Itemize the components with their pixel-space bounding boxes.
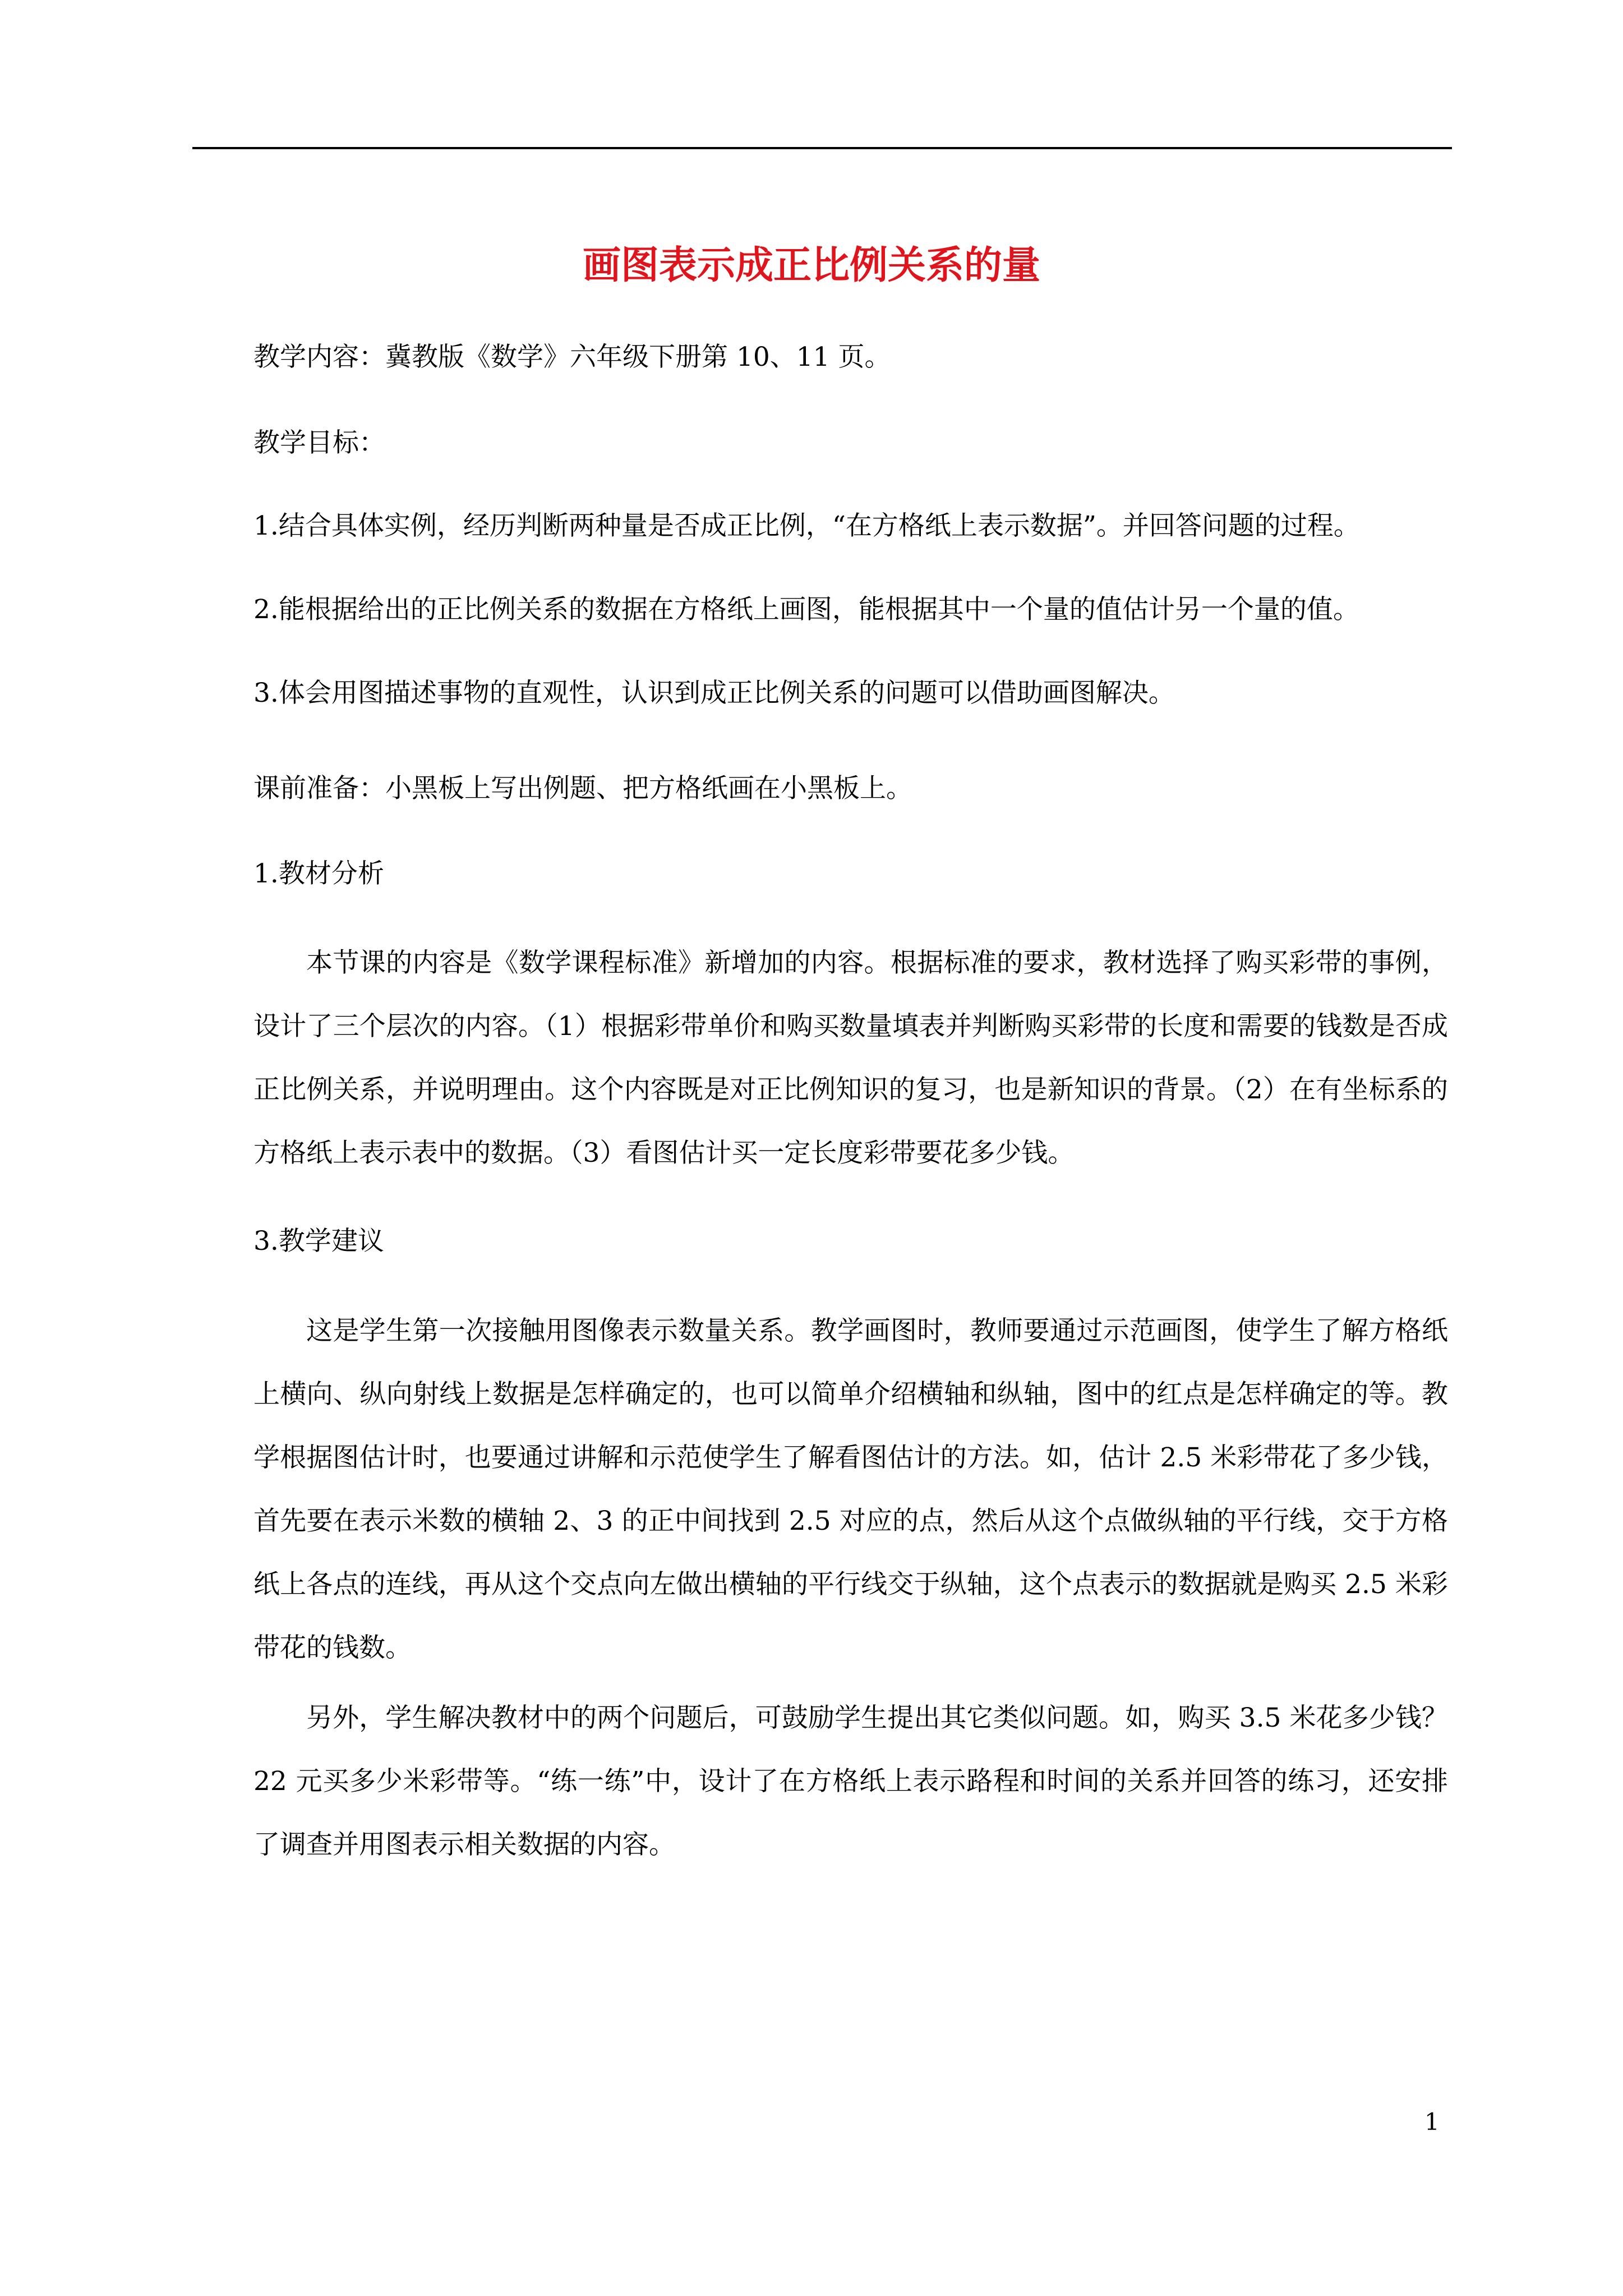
header-rule	[192, 147, 1452, 149]
page-title: 画图表示成正比例关系的量	[582, 243, 1040, 288]
section-heading-analysis: 1.教材分析	[253, 858, 384, 889]
page-number: 1	[1424, 2108, 1440, 2136]
suggestions-paragraph-2: 另外，学生解决教材中的两个问题后，可鼓励学生提出其它类似问题。如，购买 3.5 米花多少钱？22 元买多少米彩带等。“练一练”中，设计了在方格纸上表示路程和时间的关系并回答的练习，还安排了调查并用图表示相关数据的内容。	[253, 1703, 1448, 1860]
suggestions-paragraph-1: 这是学生第一次接触用图像表示数量关系。教学画图时，教师要通过示范画图，使学生了解方格纸上横向、纵向射线上数据是怎样确定的，也可以简单介绍横轴和纵轴，图中的红点是怎样确定的等。教学根据图估计时，也要通过讲解和示范使学生了解看图估计的方法。如，估计 2.5 米彩带花了多少钱，首先要在表示米数的横轴 2、3 的正中间找到 2.5 对应的点，然后从这个点做纵轴的平行线，交于方格纸上各点的连线，再从这个交点向左做出横轴的平行线交于纵轴，这个点表示的数据就是购买 2.5 米彩带花的钱数。	[253, 1315, 1448, 1663]
goals-heading: 教学目标：	[253, 427, 385, 458]
goal-item-1: 1.结合具体实例，经历判断两种量是否成正比例，“在方格纸上表示数据”。并回答问题的过程。	[253, 510, 1360, 541]
preparation-line: 课前准备：小黑板上写出例题、把方格纸画在小黑板上。	[253, 773, 912, 804]
analysis-paragraph: 本节课的内容是《数学课程标准》新增加的内容。根据标准的要求，教材选择了购买彩带的事例，设计了三个层次的内容。（1）根据彩带单价和购买数量填表并判断购买彩带的长度和需要的钱数是否成正比例关系，并说明理由。这个内容既是对正比例知识的复习，也是新知识的背景。（2）在有坐标系的方格纸上表示表中的数据。（3）看图估计买一定长度彩带要花多少钱。	[253, 947, 1448, 1168]
goal-item-2: 2.能根据给出的正比例关系的数据在方格纸上画图，能根据其中一个量的值估计另一个量的值。	[253, 594, 1359, 625]
content-line: 教学内容：冀教版《数学》六年级下册第 10、11 页。	[253, 342, 891, 372]
section-heading-suggestions: 3.教学建议	[253, 1226, 384, 1257]
goal-item-3: 3.体会用图描述事物的直观性，认识到成正比例关系的问题可以借助画图解决。	[253, 678, 1175, 708]
